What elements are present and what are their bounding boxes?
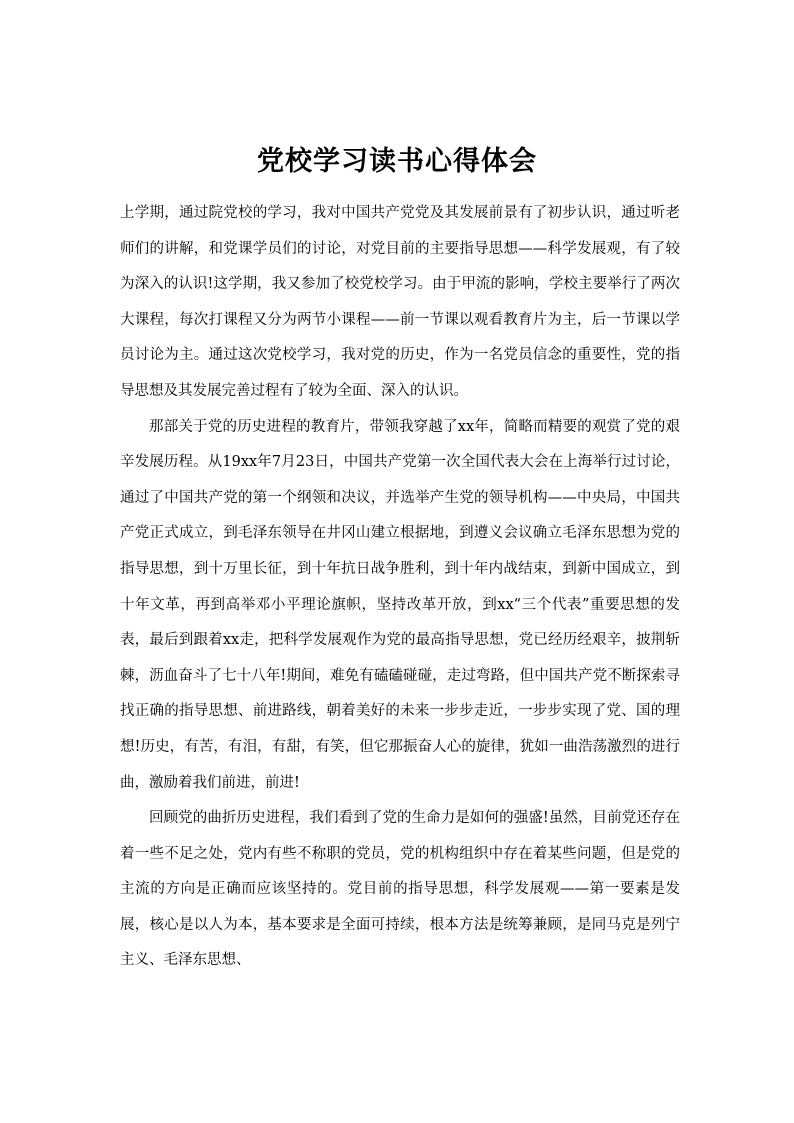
document-body — [120, 196, 680, 979]
document-title: 党校学习读书心得体会 — [257, 146, 537, 178]
paragraph-1: 上学期，通过院党校的学习，我对中国共产党党及其发展前景有了初步认识，通过听老师们的讲解，和党课学员们的讨论，对党目前的主要指导思想——科学发展观，有了较为深入的认识!这学期，我又参加了校党校学习。由于甲流的影响，学校主要举行了两次大课程，每次打课程又分为两节小课程——前一节课以观看教育片为主，后一节课以学员讨论为主。通过这次党校学习，我对党的历史，作为一名党员信念的重要性，党的指导思想及其发展完善过程有了较为全面、深入的认识。 — [120, 205, 680, 399]
paragraph-3: 回顾党的曲折历史进程，我们看到了党的生命力是如何的强盛!虽然，目前党还存在着一些不足之处，党内有些不称职的党员，党的机构组织中存在着某些问题，但是党的主流的方向是正确而应该坚持的。党目前的指导思想，科学发展观——第一要素是发展，核心是以人为本，基本要求是全面可持续，根本方法是统筹兼顾，是同马克是列宁主义、毛泽东思想、 — [120, 810, 680, 969]
paragraph-2: 那部关于党的历史进程的教育片，带领我穿越了xx年，简略而精要的观赏了党的艰辛发展历程。从19xx年7月23日，中国共产党第一次全国代表大会在上海举行过讨论，通过了中国共产党的第一个纲领和决议，并选举产生党的领导机构——中央局，中国共产党正式成立，到毛泽东领导在井冈山建立根据地，到遵义会议确立毛泽东思想为党的指导思想，到十万里长征，到十年抗日战争胜利，到十年内战结束，到新中国成立，到十年文革，再到高举邓小平理论旗帜，坚持改革开放，到xx“三个代表”重要思想的发表，最后到跟着xx走，把科学发展观作为党的最高指导思想，党已经历经艰辛，披荆斩棘，沥血奋斗了七十八年!期间，难免有磕磕碰碰，走过弯路，但中国共产党不断探索寻找正确的指导思想、前进路线，朝着美好的未来一步步走近，一步步实现了党、国的理想!历史，有苦，有泪，有甜，有笑，但它那振奋人心的旋律，犹如一曲浩荡激烈的进行曲，激励着我们前进，前进! — [120, 418, 680, 791]
